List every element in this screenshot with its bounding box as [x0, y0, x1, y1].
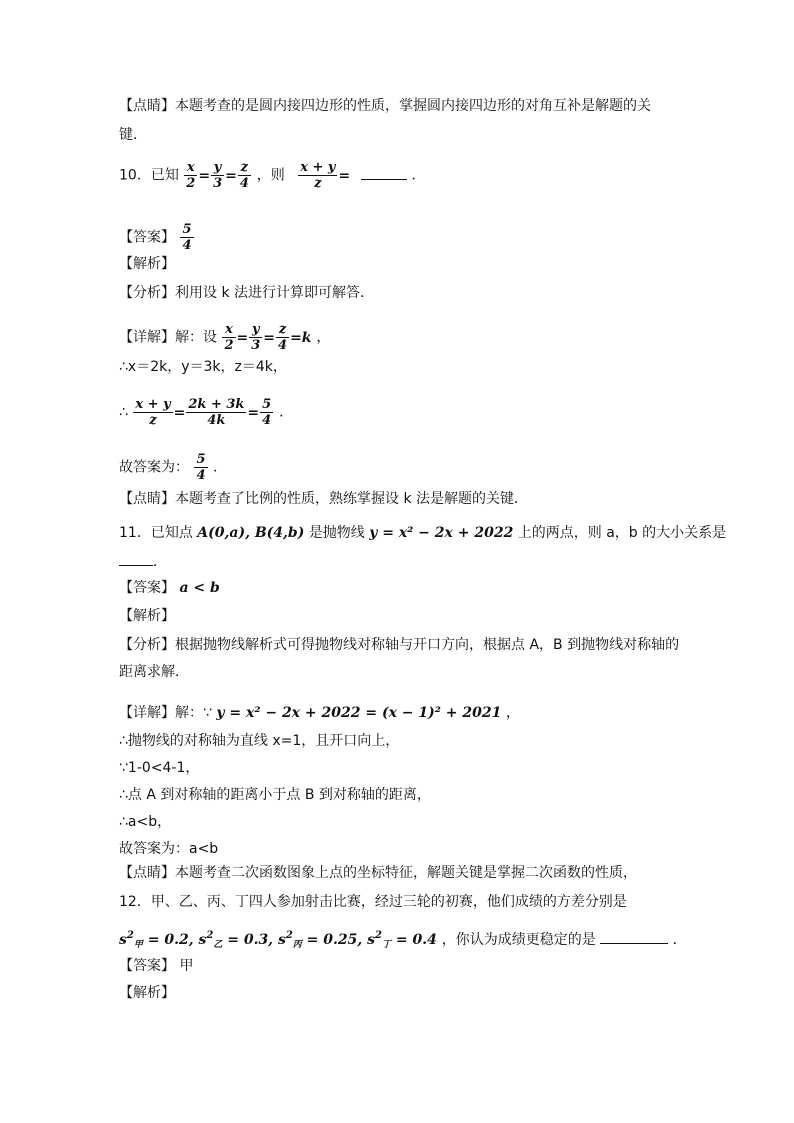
q11-question: 11．已知点 A(0,a), B(4,b) 是抛物线 y = x² − 2x + 2022 上的两点，则 a，b 的大小关系是 [119, 525, 727, 541]
q9-comment-line-2: 键． [119, 127, 147, 143]
q11-step3: ∴点 A 到对称轴的距离小于点 B 到对称轴的距离， [119, 787, 431, 803]
answer-label: 【答案】 [119, 229, 175, 246]
q11-analysis-label: 【解析】 [119, 608, 175, 624]
q12-analysis-label: 【解析】 [119, 985, 175, 1001]
q10-step1: ∴x＝2k，y＝3k，z＝4k， [119, 359, 287, 375]
q11-fenxi-line-1: 【分析】根据抛物线解析式可得抛物线对称轴与开口方向，根据点 A，B 到抛物线对称轴的 [119, 637, 680, 653]
q10-prefix: 10．已知 [119, 167, 179, 184]
q10-question: 10．已知 $\frac{x}{2}$ = $\frac{y}{3}$ = $\frac{z}{4}$ ，则 $\frac{x + y}{z}$ = ． [119, 160, 426, 191]
q10-detail: 【详解】解：设 $\frac{x}{2}$ = $\frac{y}{3}$ = $\frac{z}{4}$ =k ， [119, 322, 331, 353]
q11-answer-blank [119, 553, 153, 566]
q10-k-expression: $\frac{x}{2}$ = $\frac{y}{3}$ = $\frac{z}{4}$ =k [224, 322, 312, 353]
q11-fenxi-line-2: 距离求解． [119, 664, 189, 680]
q11-comment: 【点睛】本题考查二次函数图象上点的坐标特征，解题关键是掌握二次函数的性质， [119, 865, 637, 881]
q10-step2-expression: $\frac{x + y}{z}$ = $\frac{2k + 3k}{4k}$ = $\frac{5}{4}$ [135, 397, 272, 428]
q11-final: 故答案为：a<b [119, 841, 219, 857]
q12-answer-blank [600, 931, 668, 944]
q11-blank-line: ． [119, 552, 167, 572]
q11-step1: ∴抛物线的对称轴为直线 x=1，且开口向上， [119, 733, 400, 749]
q12-line-2: $s^2_甲 = 0.2$, $s^2_乙 = 0.3$, $s^2_丙 = 0.25$, $s^2_丁 = 0.4$ ，你认为成绩更稳定的是 ． [119, 930, 687, 950]
q10-step2: ∴ $\frac{x + y}{z}$ = $\frac{2k + 3k}{4k}$ = $\frac{5}{4}$ ． [119, 397, 294, 428]
q10-mid: ，则 [256, 167, 285, 184]
q10-answer-blank [361, 167, 407, 180]
q11-detail-expression: y = x² − 2x + 2022 = (x − 1)² + 2021 [216, 705, 502, 721]
q11-step4: ∴a<b， [119, 814, 172, 830]
q10-final-value: $\frac{5}{4}$ [196, 452, 206, 483]
q12-answer: 【答案】 甲 [119, 958, 194, 974]
q11-answer-value: a < b [179, 580, 220, 596]
q10-analysis-label: 【解析】 [119, 256, 175, 272]
q11-step2: ∵1-0<4-1， [119, 760, 200, 776]
q11-answer: 【答案】 a < b [119, 580, 220, 596]
q10-target-expression: $\frac{x + y}{z}$ = [300, 160, 351, 191]
q10-answer-value: $\frac{5}{4}$ [182, 222, 192, 253]
q10-ratio-expression: $\frac{x}{2}$ = $\frac{y}{3}$ = $\frac{z}{4}$ [186, 160, 249, 191]
q9-comment-line-1: 【点睛】本题考查的是圆内接四边形的性质，掌握圆内接四边形的对角互补是解题的关 [119, 98, 651, 114]
q10-final: 故答案为： $\frac{5}{4}$ ． [119, 452, 227, 483]
q10-answer [119, 222, 195, 253]
q11-points: A(0,a), B(4,b) [197, 525, 305, 541]
q10-fenxi: 【分析】利用设 k 法进行计算即可解答． [119, 285, 375, 301]
q12-answer-value: 甲 [179, 958, 194, 974]
q12-line-1: 12．甲、乙、丙、丁四人参加射击比赛，经过三轮的初赛，他们成绩的方差分别是 [119, 894, 627, 910]
q10-comment: 【点睛】本题考查了比例的性质，熟练掌握设 k 法是解题的关键． [119, 491, 529, 507]
q11-detail: 【详解】解：∵ y = x² − 2x + 2022 = (x − 1)² + 2021 ， [119, 705, 520, 721]
q12-variances: $s^2_甲 = 0.2$, $s^2_乙 = 0.3$, $s^2_丙 = 0.25$, $s^2_丁 = 0.4$ [119, 930, 437, 950]
q11-parabola: y = x² − 2x + 2022 [369, 525, 514, 541]
